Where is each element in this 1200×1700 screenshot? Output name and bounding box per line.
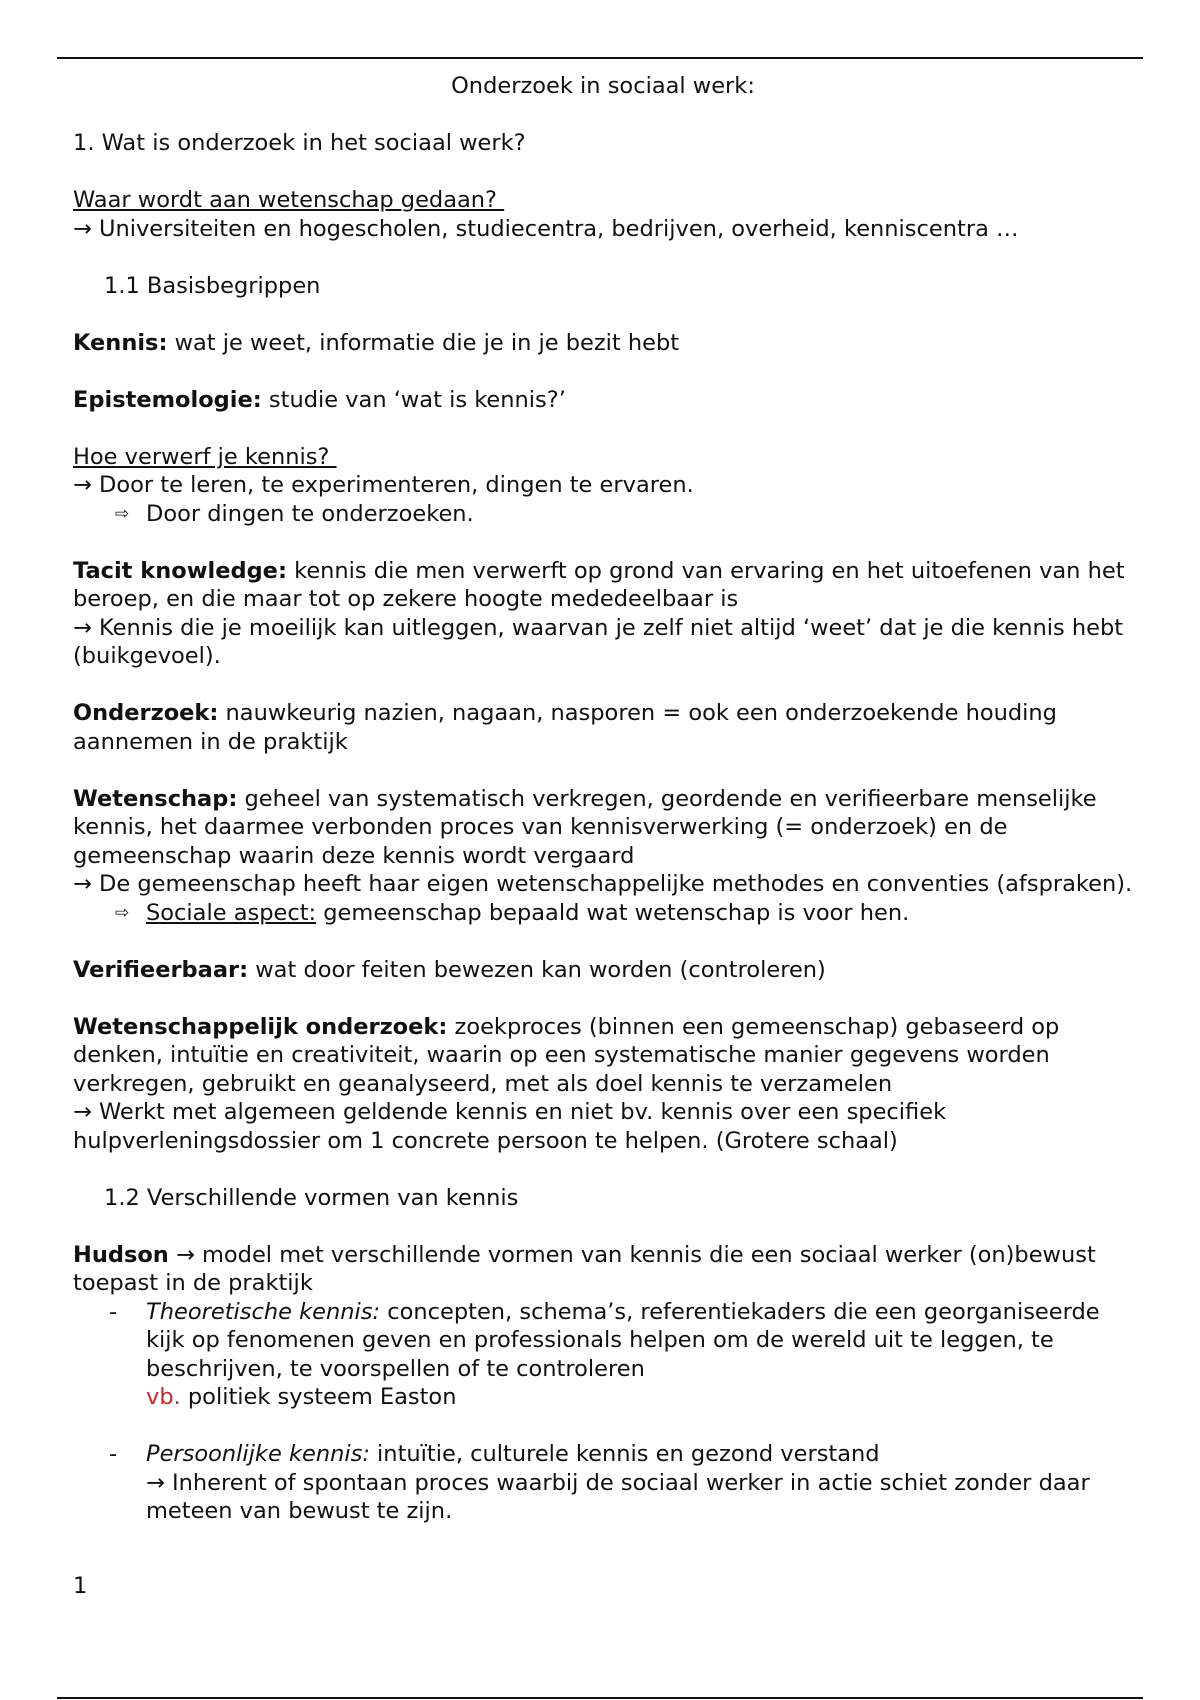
list-item-note: → Inherent of spontaan proces waarbij de sociaal werker in actie schiet zonder daar meteen van bewust te zijn. (146, 1469, 1090, 1524)
double-arrow-icon: ⇨ (115, 503, 130, 524)
definition-kennis (73, 329, 1133, 358)
answer-science: → Universiteiten en hogescholen, studiecentra, bedrijven, overheid, kenniscentra … (73, 215, 1019, 242)
footer-rule (57, 1697, 1143, 1699)
section-1-2: 1.2 Verschillende vormen van kennis (104, 1184, 519, 1211)
term-hudson: Hudson (73, 1241, 169, 1268)
heading-1: 1. Wat is onderzoek in het sociaal werk? (73, 130, 526, 156)
definition-tacit (73, 557, 1133, 614)
double-arrow-icon: ⇨ (115, 902, 130, 923)
note-tacit: → Kennis die je moeilijk kan uitleggen, waarvan je zelf niet altijd ‘weet’ dat je die kennis hebt (buikgevoel). (73, 614, 1124, 669)
def-wetenschap: geheel van systematisch verkregen, geordende en verifieerbare menselijke kennis, het daarmee verbonden proces van kennisverwerking (= onderzoek) en de gemeenschap waarin deze kennis wordt vergaard (73, 785, 1097, 869)
definition-hudson (73, 1241, 1133, 1298)
list-item (73, 1440, 1133, 1526)
definition-wetenschap (73, 785, 1133, 871)
example-text: politiek systeem Easton (180, 1384, 457, 1410)
def-tacit: kennis die men verwerft op grond van ervaring en het uitoefenen van het beroep, en die maar tot op zekere hoogte mededeelbaar is (73, 557, 1125, 612)
label-sociale-aspect: Sociale aspect: (146, 899, 317, 926)
term-epistemologie: Epistemologie: (73, 386, 262, 413)
answer-knowledge-sub-text: Door dingen te onderzoeken. (146, 500, 474, 527)
term-kennis: Kennis: (73, 329, 168, 356)
term-wetenschap: Wetenschap: (73, 785, 238, 812)
header-rule (57, 57, 1143, 59)
knowledge-forms-list (73, 1298, 1133, 1526)
term-tacit: Tacit knowledge: (73, 557, 287, 584)
term-verifieerbaar: Verifieerbaar: (73, 956, 249, 983)
document-page (73, 72, 1133, 1526)
definition-wetenschappelijk-onderzoek (73, 1013, 1133, 1099)
term-onderzoek: Onderzoek: (73, 700, 219, 726)
def-wetenschappelijk-onderzoek: zoekproces (binnen een gemeenschap) gebaseerd op denken, intuïtie en creativiteit, waarin op een systematische manier gegevens worden verkregen, gebruikt en geanalyseerd, met als doel kennis te verzamelen (73, 1013, 1060, 1097)
question-knowledge: Hoe verwerf je kennis? (73, 443, 337, 470)
definition-onderzoek (73, 699, 1133, 756)
def-epistemologie: studie van ‘wat is kennis?’ (261, 386, 566, 413)
note-wetenschappelijk-onderzoek: → Werkt met algemeen geldende kennis en niet bv. kennis over een specifiek hulpverleningsdossier om 1 concrete persoon te helpen. (Grotere schaal) (73, 1099, 947, 1154)
def-hudson: → model met verschillende vormen van kennis die een sociaal werker (on)bewust toepast in de praktijk (73, 1241, 1096, 1296)
def-verifieerbaar: wat door feiten bewezen kan worden (controleren) (248, 956, 826, 983)
list-item-label: Persoonlijke kennis: (146, 1441, 370, 1467)
dash-bullet: - (109, 1441, 118, 1467)
def-kennis: wat je weet, informatie die je in je bezit hebt (167, 329, 680, 356)
answer-knowledge-sub (73, 500, 1133, 529)
list-item-spacer (73, 1412, 1133, 1441)
section-1-1: 1.1 Basisbegrippen (104, 272, 321, 299)
question-science: Waar wordt aan wetenschap gedaan? (73, 187, 505, 213)
term-wetenschappelijk-onderzoek: Wetenschappelijk onderzoek: (73, 1013, 448, 1040)
note-wetenschap: → De gemeenschap heeft haar eigen wetenschappelijke methodes en conventies (afspraken). (73, 871, 1133, 897)
page-number: 1 (73, 1573, 88, 1599)
list-item-text: intuïtie, culturele kennis en gezond verstand (369, 1441, 880, 1467)
dash-bullet: - (109, 1298, 118, 1325)
answer-knowledge: → Door te leren, te experimenteren, dingen te ervaren. (73, 472, 694, 498)
def-onderzoek: nauwkeurig nazien, nagaan, nasporen = ook een onderzoekende houding aannemen in de praktijk (73, 700, 1057, 755)
list-item-text: concepten, schema’s, referentiekaders die een georganiseerde kijk op fenomenen geven en professionals helpen om de wereld uit te leggen, te beschrijven, te voorspellen of te controleren (146, 1298, 1100, 1382)
definition-epistemologie (73, 386, 1133, 415)
list-item-label: Theoretische kennis: (146, 1298, 381, 1325)
note-wetenschap-sub (73, 899, 1133, 928)
text-sociale-aspect: gemeenschap bepaald wat wetenschap is voor hen. (316, 899, 910, 926)
example-label: vb. (146, 1384, 181, 1410)
document-title: Onderzoek in sociaal werk: (451, 73, 755, 99)
definition-verifieerbaar (73, 956, 1133, 985)
list-item (73, 1298, 1133, 1412)
